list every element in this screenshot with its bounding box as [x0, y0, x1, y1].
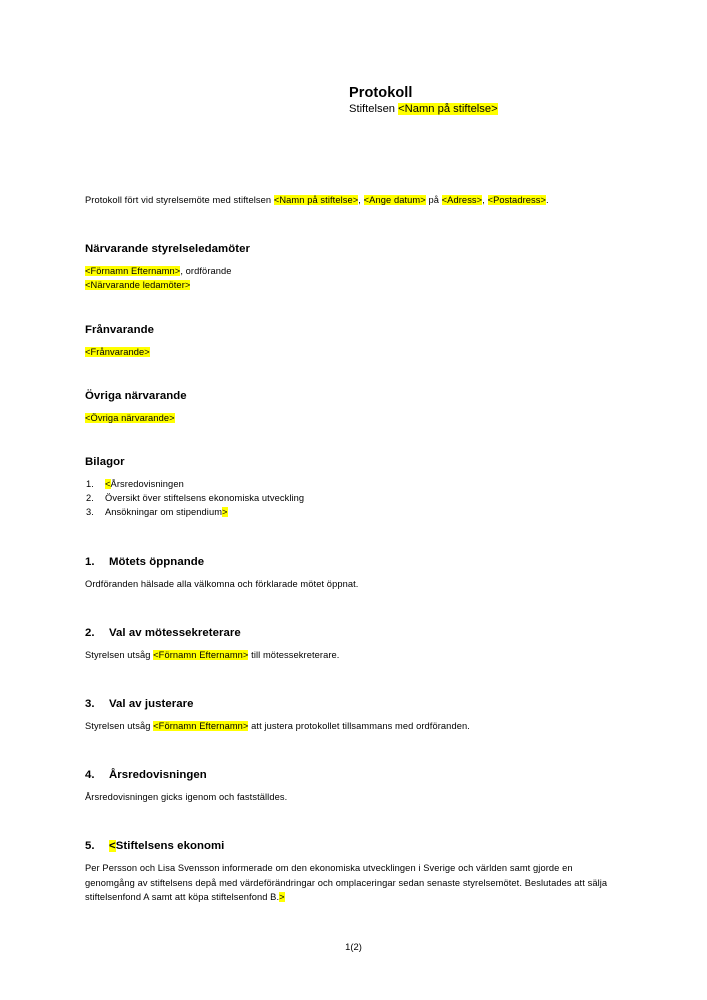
agenda-heading [85, 839, 612, 853]
spacer [85, 425, 612, 455]
spacer [85, 256, 612, 264]
agenda-heading-number: 5. [85, 840, 95, 853]
list-item-number: 1. [86, 479, 94, 490]
section-heading-attachments: Bilagor [85, 456, 125, 469]
other-attendees-line-1 [85, 411, 612, 425]
intro-separator-4: . [546, 195, 549, 205]
list-item-label: Översikt över stiftelsens ekonomiska utveckling [105, 493, 305, 504]
agenda-body [85, 861, 612, 904]
intro-address-placeholder: <Adress> [441, 195, 483, 205]
intro-separator-1: , [358, 195, 364, 205]
agenda-body-text-1: Per Persson och Lisa Svensson informerade om den ekonomiska utvecklingen i Sverige och världen samt gjorde en genomgång av stiftelsens depå med värdeförändringar och omplaceringar sedan senaste styrelsemötet. Beslutades att sälja stiftelsenfond A samt att köpa stiftelsenfond B. [85, 863, 608, 902]
absent-line-1 [85, 345, 612, 359]
intro-separator-3: , [482, 195, 488, 205]
attendees-chairperson-placeholder: <Förnamn Efternamn> [85, 266, 181, 277]
document-title-block [349, 85, 679, 117]
intro-foundation-name-placeholder: <Namn på stiftelse> [273, 195, 359, 205]
agenda-heading-text [109, 839, 612, 853]
agenda-heading-text [109, 697, 612, 711]
agenda-heading-text [109, 626, 612, 640]
agenda-body-text-2: till mötessekreterare. [248, 649, 340, 660]
agenda-heading [85, 768, 612, 782]
list-item-label: Årsredovisningen [110, 479, 184, 490]
agenda-sections [85, 555, 612, 904]
spacer [85, 782, 612, 790]
agenda-heading-label: Val av mötessekreterare [109, 626, 241, 639]
agenda-heading [85, 555, 612, 569]
other-attendees-placeholder: <Övriga närvarande> [85, 412, 175, 423]
agenda-body-text-1: Ordföranden hälsade alla välkomna och förklarade mötet öppnat. [85, 578, 359, 589]
spacer [85, 207, 612, 242]
agenda-heading-number: 4. [85, 769, 95, 782]
list-item [85, 477, 612, 491]
agenda-heading-label: Stiftelsens ekonomi [115, 840, 225, 853]
agenda-heading-label: Årsredovisningen [109, 769, 207, 782]
spacer [85, 853, 612, 861]
spacer [85, 733, 612, 768]
attachments-list [85, 477, 612, 520]
agenda-body-close-bracket: > [279, 891, 285, 902]
agenda-body-placeholder: <Förnamn Efternamn> [153, 721, 249, 732]
agenda-heading-label: Mötets öppnande [109, 555, 205, 568]
attendees-line-1 [85, 264, 612, 278]
spacer [85, 520, 612, 555]
intro-paragraph [85, 193, 612, 207]
section-heading-other-attendees: Övriga närvarande [85, 389, 187, 402]
spacer [85, 337, 612, 345]
intro-separator-2: på [425, 195, 442, 205]
agenda-heading-text [109, 555, 612, 569]
agenda-heading-number: 3. [85, 698, 95, 711]
page-title: Protokoll [349, 85, 413, 101]
agenda-heading-label: Val av justerare [109, 698, 194, 711]
agenda-heading [85, 626, 612, 640]
agenda-heading-text [109, 768, 612, 782]
attendees-line-2 [85, 278, 612, 292]
agenda-body [85, 790, 612, 804]
agenda-heading [85, 697, 612, 711]
list-item-number: 3. [86, 507, 94, 518]
absent-placeholder: <Frånvarande> [85, 346, 150, 357]
list-item [85, 505, 612, 519]
spacer [85, 662, 612, 697]
agenda-body [85, 719, 612, 733]
agenda-body-placeholder: <Förnamn Efternamn> [153, 649, 249, 660]
page-footer [0, 941, 707, 952]
subtitle-foundation-name-placeholder: <Namn på stiftelse> [398, 103, 498, 115]
spacer [85, 403, 612, 411]
agenda-heading-number: 2. [85, 626, 95, 639]
spacer [85, 640, 612, 648]
section-heading-absent: Frånvarande [85, 323, 154, 336]
agenda-body-text-1: Styrelsen utsåg [85, 721, 154, 732]
list-item-open-bracket: < [105, 479, 111, 490]
subtitle-prefix-text: Stiftelsen [349, 103, 399, 115]
list-item-number: 2. [86, 493, 94, 504]
agenda-body-text-2: att justera protokollet tillsammans med ordföranden. [248, 721, 470, 732]
spacer [85, 469, 612, 477]
intro-text-1: Protokoll fört vid styrelsemöte med stiftelsen [85, 195, 274, 205]
attendees-members-placeholder: <Närvarande ledamöter> [85, 280, 191, 291]
list-item-close-bracket: > [222, 507, 228, 518]
attendees-chairperson-role: , ordförande [180, 266, 232, 277]
section-heading-attendees: Närvarande styrelseledamöter [85, 243, 250, 256]
agenda-heading-number: 1. [85, 555, 95, 568]
spacer [85, 359, 612, 389]
spacer [85, 569, 612, 577]
agenda-body-text-1: Årsredovisningen gicks igenom och fastställdes. [85, 792, 288, 803]
list-item [85, 491, 612, 505]
agenda-body-text-1: Styrelsen utsåg [85, 649, 154, 660]
spacer [85, 591, 612, 626]
agenda-body [85, 648, 612, 662]
intro-postal-address-placeholder: <Postadress> [487, 195, 547, 205]
agenda-heading-open-bracket: < [109, 840, 116, 853]
document-subtitle [349, 102, 679, 117]
intro-date-placeholder: <Ange datum> [363, 195, 426, 205]
page-number: 1(2) [345, 941, 362, 952]
agenda-body [85, 577, 612, 591]
spacer [85, 804, 612, 839]
spacer [85, 711, 612, 719]
spacer [85, 293, 612, 323]
list-item-label: Ansökningar om stipendium [105, 507, 223, 518]
document-body [85, 193, 612, 904]
